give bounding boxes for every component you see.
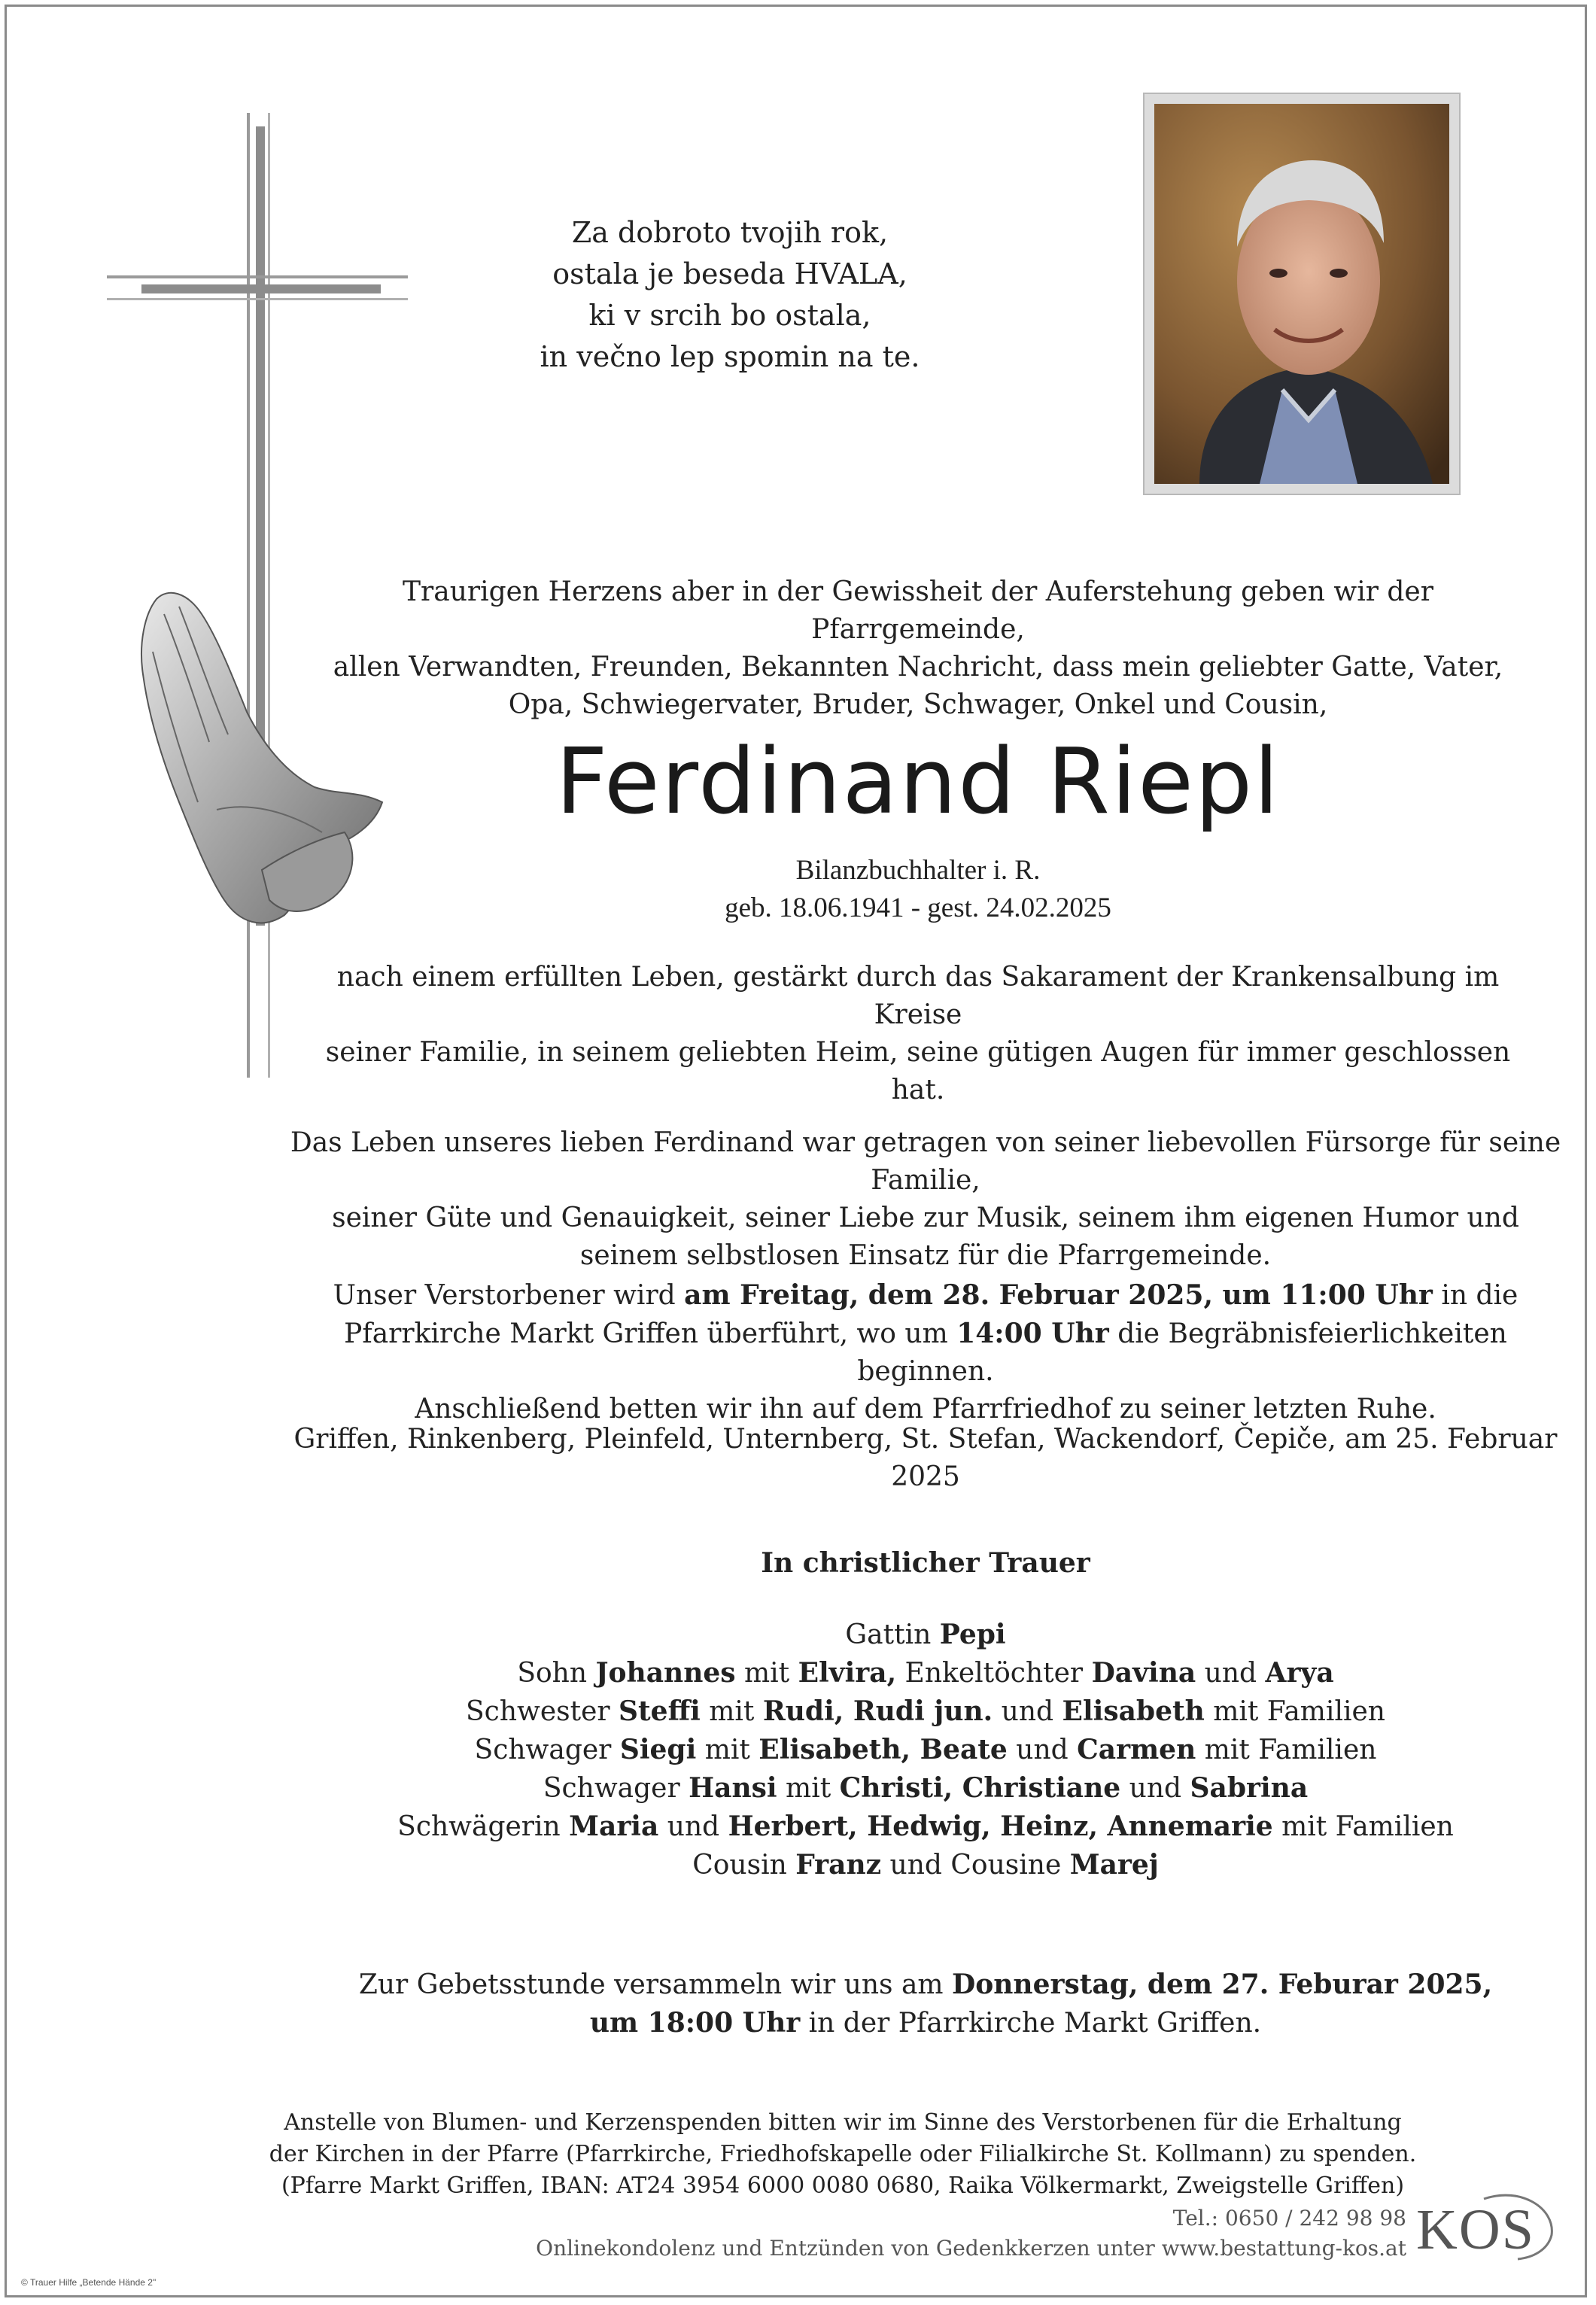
intro-line: allen Verwandten, Freunden, Bekannten Nachricht, dass mein geliebter Gatte, Vater, bbox=[333, 652, 1503, 683]
family-text: mit bbox=[700, 1696, 763, 1727]
family-text: mit bbox=[735, 1658, 798, 1689]
family-text: Enkeltöchter bbox=[896, 1658, 1092, 1689]
family-text: Steffi bbox=[619, 1695, 701, 1727]
family-text: Gattin bbox=[845, 1619, 940, 1650]
image-credit: © Trauer Hilfe „Betende Hände 2" bbox=[21, 2277, 157, 2288]
family-text: Elisabeth, Beate bbox=[758, 1734, 1008, 1765]
family-text: Cousin bbox=[692, 1850, 796, 1881]
family-text: Johannes bbox=[595, 1657, 736, 1689]
portrait-photo bbox=[1143, 93, 1461, 495]
place-date: Griffen, Rinkenberg, Pleinfeld, Unternberg, St. Stefan, Wackendorf, Čepiče, am 25. Februar 2025 bbox=[293, 1424, 1558, 1492]
mourning-heading: In christlicher Trauer bbox=[761, 1547, 1090, 1579]
family-line bbox=[286, 1846, 1565, 1884]
text-line: um 18:00 Uhr in der Pfarrkirche Markt Griffen. bbox=[589, 2007, 1262, 2039]
family-line bbox=[286, 1654, 1565, 1692]
text-line: Unser Verstorbener wird am Freitag, dem 28. Februar 2025, um 11:00 Uhr in die bbox=[333, 1279, 1518, 1311]
text-line: Anstelle von Blumen- und Kerzenspenden bitten wir im Sinne des Verstorbenen für die Erhaltung bbox=[284, 2109, 1402, 2136]
family-text: Davina bbox=[1091, 1657, 1196, 1689]
announcement-intro bbox=[301, 573, 1535, 724]
poem-line: ki v srcih bo ostala, bbox=[588, 299, 871, 332]
family-text: und bbox=[1007, 1735, 1078, 1765]
text-line: Zur Gebetsstunde versammeln wir uns am Donnerstag, dem 27. Feburar 2025, bbox=[358, 1969, 1493, 2000]
life-dates: geb. 18.06.1941 - gest. 24.02.2025 bbox=[725, 893, 1111, 923]
family-text: Arya bbox=[1265, 1657, 1334, 1689]
family-text: Elvira, bbox=[798, 1657, 897, 1689]
family-line bbox=[286, 1616, 1565, 1654]
family-text: Sohn bbox=[517, 1658, 596, 1689]
paragraph-prayer bbox=[286, 1966, 1565, 2042]
intro-line: Traurigen Herzens aber in der Gewissheit der Auferstehung geben wir der Pfarrgemeinde, bbox=[403, 576, 1433, 645]
website-text: Onlinekondolenz und Entzünden von Gedenkkerzen unter www.bestattung-kos.at bbox=[536, 2236, 1406, 2261]
family-text: Franz bbox=[795, 1849, 882, 1881]
poem-line: ostala je beseda HVALA, bbox=[552, 257, 907, 290]
text-line: Das Leben unseres lieben Ferdinand war getragen von seiner liebevollen Fürsorge für seine Familie, bbox=[290, 1127, 1561, 1196]
text-line: Anschließend betten wir ihn auf dem Pfarrfriedhof zu seiner letzten Ruhe. bbox=[415, 1394, 1436, 1425]
intro-line: Opa, Schwiegervater, Bruder, Schwager, Onkel und Cousin, bbox=[508, 689, 1328, 720]
poem bbox=[436, 212, 1023, 378]
family-text: Maria bbox=[569, 1811, 659, 1842]
text-line: Pfarrkirche Markt Griffen überführt, wo um 14:00 Uhr die Begräbnisfeierlichkeiten beginnen. bbox=[344, 1318, 1507, 1387]
paragraph-passing bbox=[301, 959, 1535, 1109]
family-text: mit Familien bbox=[1196, 1735, 1377, 1765]
family-text: Rudi, Rudi jun. bbox=[762, 1695, 993, 1727]
family-text: Pepi bbox=[939, 1619, 1006, 1650]
family-line bbox=[286, 1692, 1565, 1731]
family-text: mit Familien bbox=[1204, 1696, 1385, 1727]
family-text: Siegi bbox=[619, 1734, 697, 1765]
family-text: mit bbox=[696, 1735, 759, 1765]
family-text: Sabrina bbox=[1190, 1772, 1309, 1804]
family-text: und bbox=[993, 1696, 1062, 1727]
family-text: Schwägerin bbox=[397, 1811, 570, 1842]
family-text: Schwester bbox=[466, 1696, 619, 1727]
family-text: Schwager bbox=[543, 1773, 689, 1804]
kos-logo: KOS bbox=[1416, 2198, 1536, 2261]
family-text: Schwager bbox=[474, 1735, 620, 1765]
family-text: Herbert, Hedwig, Heinz, Annemarie bbox=[728, 1811, 1273, 1842]
profession: Bilanzbuchhalter i. R. bbox=[795, 855, 1041, 886]
family-text: und bbox=[658, 1811, 728, 1842]
phone: Tel.: 0650 / 242 98 98 bbox=[1172, 2206, 1406, 2230]
text-line: seinem selbstlosen Einsatz für die Pfarrgemeinde. bbox=[579, 1240, 1272, 1271]
family-text: mit Familien bbox=[1272, 1811, 1454, 1842]
text-line: seiner Güte und Genauigkeit, seiner Liebe zur Musik, seinem ihm eigenen Humor und bbox=[332, 1203, 1519, 1233]
text-line: nach einem erfüllten Leben, gestärkt durch das Sakarament der Krankensalbung im Kreise bbox=[336, 962, 1500, 1030]
family-text: und bbox=[1120, 1773, 1190, 1804]
poem-line: in večno lep spomin na te. bbox=[540, 340, 920, 373]
family-list bbox=[286, 1616, 1565, 1884]
family-text: Elisabeth bbox=[1062, 1695, 1205, 1727]
family-text: Hansi bbox=[689, 1772, 777, 1804]
family-text: und bbox=[1196, 1658, 1266, 1689]
family-text: Marej bbox=[1069, 1849, 1159, 1881]
paragraph-funeral bbox=[286, 1276, 1565, 1428]
deceased-details bbox=[301, 852, 1535, 927]
family-text: Christi, Christiane bbox=[839, 1772, 1121, 1804]
text-line: seiner Familie, in seinem geliebten Heim, seine gütigen Augen für immer geschlossen hat. bbox=[325, 1037, 1511, 1105]
family-text: und Cousine bbox=[881, 1850, 1070, 1881]
family-line bbox=[286, 1731, 1565, 1769]
deceased-name: Ferdinand Riepl bbox=[555, 730, 1281, 835]
family-line bbox=[286, 1769, 1565, 1808]
family-line bbox=[286, 1808, 1565, 1846]
paragraph-tribute bbox=[286, 1124, 1565, 1275]
contact-info bbox=[536, 2203, 1406, 2264]
text-line: (Pfarre Markt Griffen, IBAN: AT24 3954 6000 0080 0680, Raika Völkermarkt, Zweigstelle Griffen) bbox=[281, 2173, 1405, 2199]
text-line: der Kirchen in der Pfarre (Pfarrkirche, Friedhofskapelle oder Filialkirche St. Kollmann) zu spenden. bbox=[269, 2141, 1417, 2167]
family-text: Carmen bbox=[1077, 1734, 1196, 1765]
family-text: mit bbox=[777, 1773, 840, 1804]
donation-note bbox=[256, 2107, 1430, 2202]
poem-line: Za dobroto tvojih rok, bbox=[571, 216, 889, 249]
